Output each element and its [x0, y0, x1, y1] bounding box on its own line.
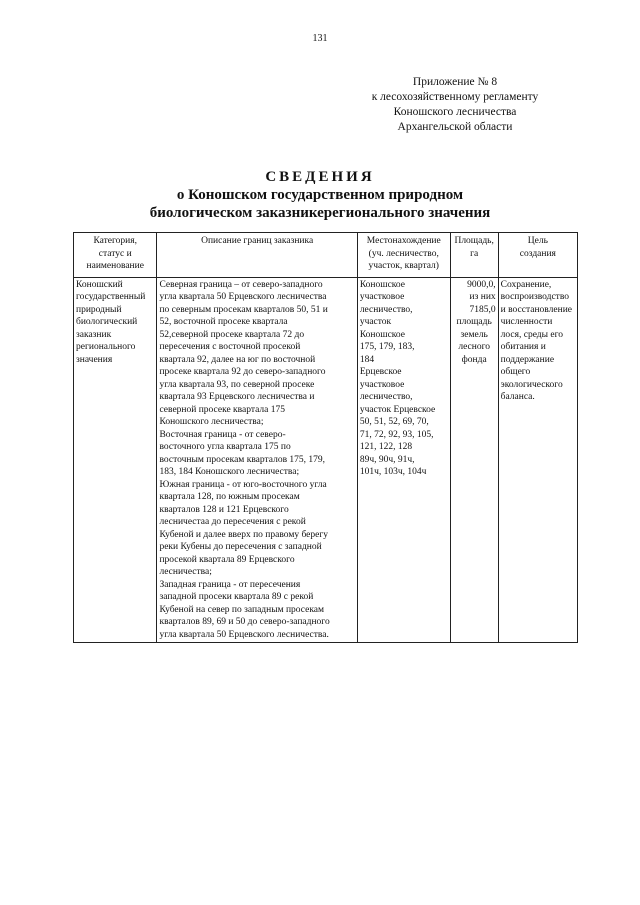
text-line: государственный — [76, 292, 146, 302]
text-line: площадь — [456, 317, 492, 327]
text-line: пересечения с восточной просекой — [159, 342, 301, 352]
text-line: 52, восточной просеке квартала — [159, 317, 288, 327]
text-line: поддержание — [500, 354, 555, 365]
text-line: западной просеки квартала 89 с рекой — [159, 592, 314, 602]
text-line: экологического — [500, 379, 563, 390]
text-line: угла квартала 50 Ерцевского лесничества. — [159, 629, 329, 640]
text-line: земель — [460, 329, 488, 340]
text-line: участковое — [359, 379, 405, 390]
text-line: 71, 72, 92, 93, 105, — [359, 429, 434, 440]
header-purpose — [498, 233, 577, 278]
header-description — [157, 233, 357, 278]
location-cell — [357, 277, 450, 643]
text-line: Восточная граница - от северо- — [159, 429, 286, 440]
text-line: восточного угла квартала 175 по — [159, 442, 291, 452]
text-line: лесничестаа до пересечения с рекой — [159, 517, 306, 527]
appendix-line: к лесохозяйственному регламенту — [371, 91, 539, 103]
text-line: по северным просекам кварталов 50, 51 и — [159, 304, 328, 315]
text-line: Коношского лесничества; — [159, 417, 264, 427]
text-line: численности — [500, 317, 553, 327]
text-line: Ерцевское — [359, 367, 402, 377]
table-row — [74, 277, 578, 643]
text-line: Южная граница - от юго-восточного угла — [159, 479, 327, 490]
text-line: квартала 128, по южным просекам — [159, 492, 300, 502]
text-line: лесничество, — [359, 392, 413, 402]
description-cell — [157, 277, 357, 643]
page-number: 131 — [312, 33, 328, 44]
text-line: природный — [76, 304, 122, 315]
text-line: Сохранение, — [500, 279, 552, 290]
text-line: Коношский — [76, 279, 123, 290]
text-line: заказник — [76, 329, 112, 340]
text-line: Коношское — [359, 279, 406, 290]
text-line: участок, квартал) — [368, 261, 439, 271]
text-line: Кубеной и далее вверх по правому берегу — [159, 529, 329, 540]
text-line: из них — [469, 292, 496, 302]
text-line: участок — [359, 317, 392, 327]
text-line: и восстановление — [500, 304, 572, 315]
table-header-row — [74, 233, 578, 278]
text-line: лесного — [458, 342, 490, 352]
text-line: обитания и — [500, 342, 546, 352]
text-line: лося, среды его — [500, 329, 564, 340]
text-line: Площадь, — [454, 236, 494, 246]
text-line: лесничество, — [359, 304, 413, 315]
text-line: Категория, — [93, 236, 137, 246]
text-line: реки Кубены до пересечения с западной — [159, 542, 322, 552]
text-line: квартала 93 Ерцевского лесничества и — [159, 392, 315, 402]
text-line: угла квартала 50 Ерцевского лесничества — [159, 292, 327, 302]
appendix-line: Приложение № 8 — [412, 76, 498, 88]
text-line: статус и — [98, 248, 132, 259]
text-line: 183, 184 Коношского лесничества; — [159, 467, 300, 477]
text-line: участок Ерцевское — [359, 404, 436, 415]
reserve-table — [73, 232, 578, 643]
text-line: общего — [500, 367, 531, 377]
title-line: СВЕДЕНИЯ — [265, 169, 375, 185]
title-line: биологическом заказникерегионального значения — [149, 205, 491, 221]
text-line: га — [470, 248, 479, 259]
text-line: 50, 51, 52, 69, 70, — [359, 417, 429, 427]
text-line: баланса. — [500, 392, 535, 402]
text-line: Местонахождение — [366, 236, 441, 246]
appendix-line: Архангельской области — [397, 121, 513, 133]
text-line: воспроизводство — [500, 292, 569, 302]
text-line: 9000,0, — [467, 279, 496, 290]
header-area — [450, 233, 498, 278]
text-line: угла квартала 93, по северной просеке — [159, 379, 315, 390]
text-line: Описание границ заказника — [201, 236, 314, 246]
title-line: о Коношском государственном природном — [176, 187, 464, 203]
text-line: 184 — [359, 354, 375, 365]
text-line: 121, 122, 128 — [359, 442, 413, 452]
area-cell — [450, 277, 498, 643]
text-line: 7185,0 — [469, 304, 496, 315]
text-line: участковое — [359, 292, 405, 302]
text-line: 89ч, 90ч, 91ч, — [359, 454, 415, 465]
text-line: регионального — [76, 342, 136, 352]
appendix-line: Коношского лесничества — [393, 106, 517, 118]
text-line: северной просеке квартала 175 — [159, 404, 286, 415]
text-line: 101ч, 103ч, 104ч — [359, 467, 427, 477]
text-line: просеке квартала 92 до северо-западного — [159, 367, 326, 377]
text-line: биологический — [76, 317, 138, 327]
text-line: наименование — [86, 261, 144, 271]
text-line: кварталов 89, 69 и 50 до северо-западного — [159, 617, 330, 627]
text-line: Северная граница – от северо-западного — [159, 279, 323, 290]
text-line: значения — [76, 354, 113, 365]
text-line: просекой квартала 89 Ерцевского — [159, 554, 295, 565]
text-line: создания — [519, 248, 556, 259]
appendix-block — [345, 75, 565, 135]
header-location — [357, 233, 450, 278]
text-line: 175, 179, 183, — [359, 342, 415, 352]
text-line: Кубеной на север по западным просекам — [159, 604, 325, 615]
area-text — [453, 316, 496, 366]
text-line: Коношское — [359, 329, 406, 340]
category-cell — [74, 277, 157, 643]
text-line: 52,северной просеке квартала 72 до — [159, 329, 305, 340]
purpose-cell — [498, 277, 577, 643]
text-line: Цель — [527, 236, 548, 246]
text-line: (уч. лесничество, — [368, 248, 439, 259]
text-line: квартала 92, далее на юг по восточной — [159, 354, 316, 365]
header-category — [74, 233, 157, 278]
text-line: кварталов 128 и 121 Ерцевского — [159, 504, 289, 515]
text-line: Западная граница - от пересечения — [159, 579, 301, 590]
document-title — [0, 168, 640, 222]
text-line: фонда — [461, 354, 487, 365]
text-line: лесничества; — [159, 567, 212, 577]
area-values — [453, 279, 496, 317]
text-line: восточным просекам кварталов 175, 179, — [159, 454, 326, 465]
